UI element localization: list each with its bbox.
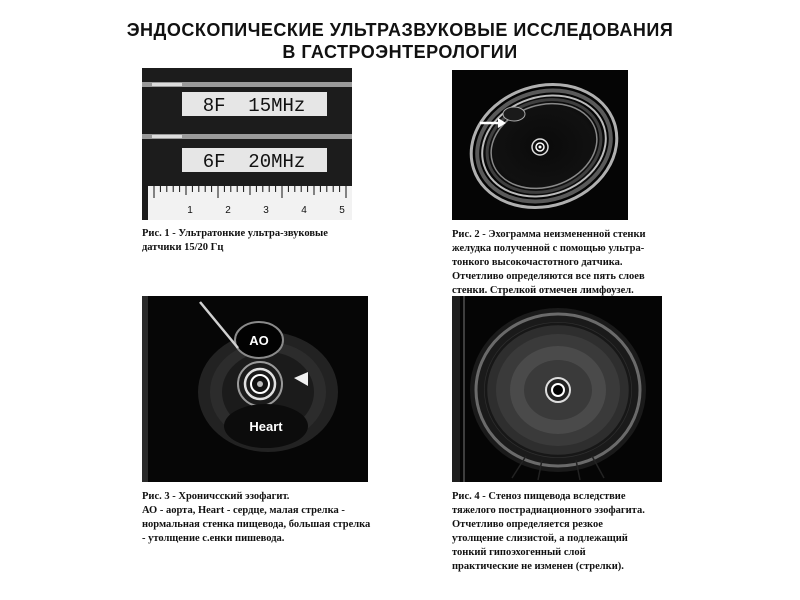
- figure-2-caption: Рис. 2 - Эхограмма неизмененной стенки желудка полученной с помощью ультра- тонкого высокочастотного датчика. Отчетливо определяются все пять слоев стенки. Стрелкой отмечен лимфоузел.: [452, 229, 646, 296]
- figure-2-stomach-echogram: [452, 70, 628, 220]
- ruler-number: 2: [225, 205, 231, 216]
- figure-4-stenosis-echogram: [452, 296, 662, 482]
- ruler-number: 4: [301, 205, 307, 216]
- ruler-number: 1: [187, 205, 193, 216]
- figure-4-caption: Рис. 4 - Стеноз пищевода вследствие тяжелого пострадиационного эзофагита. Отчетливо определяется резкое утолщение слизистой, а подлежащий тонкий гипоэхогенный слой практические не изменен (стрелки).: [452, 491, 645, 572]
- ruler-number: 5: [339, 205, 345, 216]
- figure-3-esophagitis-echogram: [142, 296, 368, 482]
- figure-3-caption: Рис. 3 - Хроничсский эзофагит. АО - аорта, Heart - сердце, малая стрелка - нормальная стенка пищевода, большая стрелка - утолщение с.енки пишевода.: [142, 491, 371, 544]
- aorta-label: AO: [249, 333, 269, 348]
- page-title-line-2: В ГАСТРОЭНТЕРОЛОГИИ: [282, 42, 518, 62]
- figure-1-probes-photo: [142, 68, 352, 220]
- figure-1-caption: Рис. 1 - Ультратонкие ультра-звуковые датчики 15/20 Гц: [142, 228, 328, 253]
- probe-1-label: 8F 15MHz: [202, 95, 306, 117]
- ruler-number: 3: [263, 205, 269, 216]
- probe-2-label: 6F 20MHz: [202, 151, 306, 173]
- lymph-node: [503, 107, 525, 121]
- transducer-rings: [546, 378, 570, 402]
- transducer-rings: [238, 362, 282, 406]
- heart-label: Heart: [249, 419, 283, 434]
- page-title-line-1: ЭНДОСКОПИЧЕСКИЕ УЛЬТРАЗВУКОВЫЕ ИССЛЕДОВАНИЯ: [126, 20, 674, 40]
